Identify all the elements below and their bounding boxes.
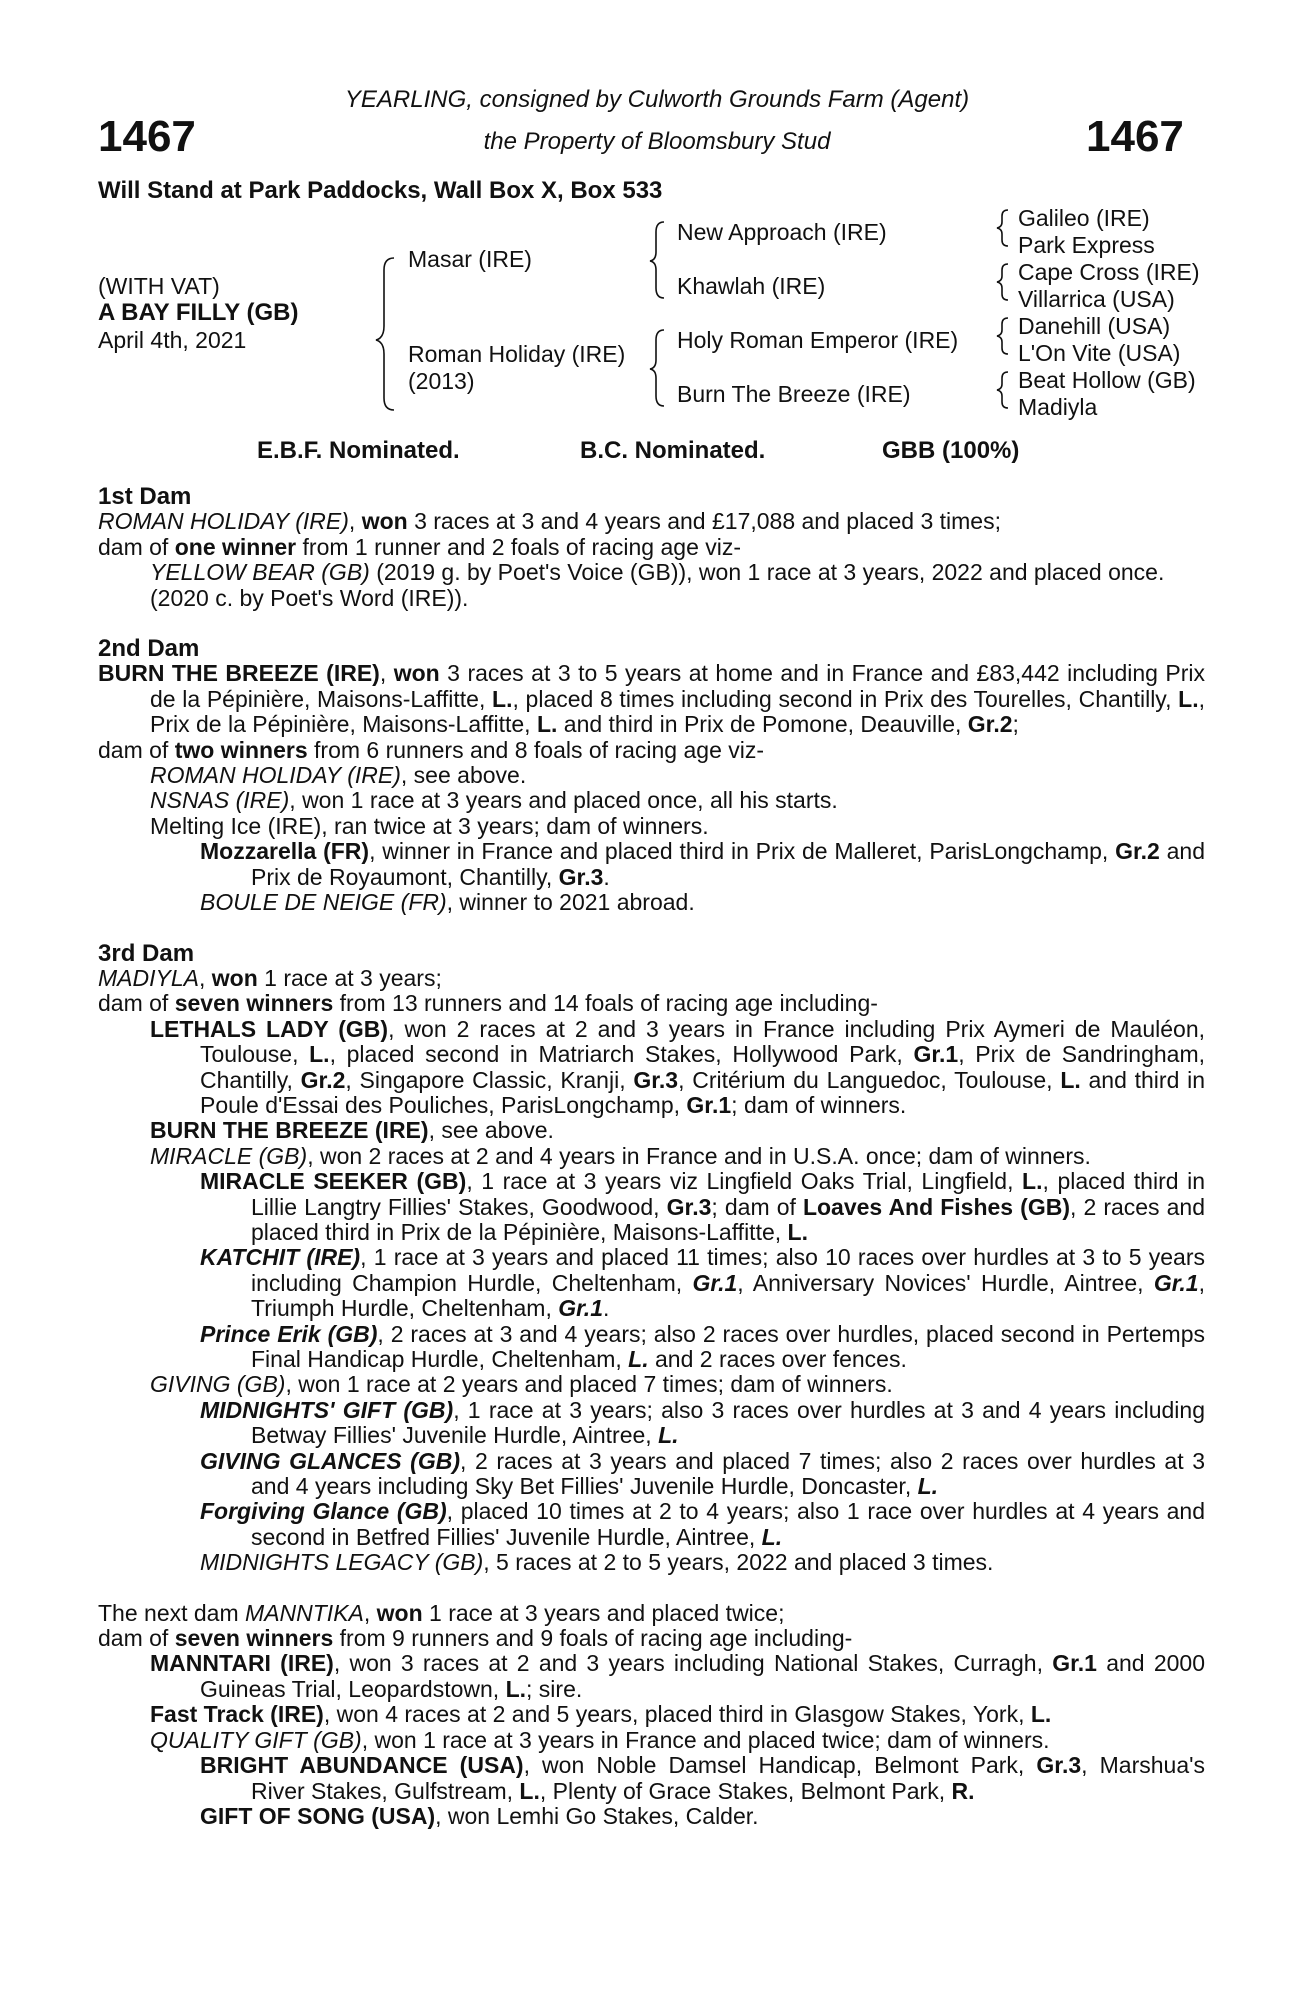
produce-entry: BOULE DE NEIGE (FR), winner to 2021 abroad. [200,889,695,916]
dam-dam: Burn The Breeze (IRE) [677,381,911,407]
gbb-status: GBB (100%) [882,437,1020,464]
next-dam-produce-summary: dam of seven winners from 9 runners and 9 foals of racing age including- [98,1625,853,1652]
consignor-line: YEARLING, consigned by Culworth Grounds Farm (Agent) [344,86,970,113]
produce-entry: MIDNIGHTS LEGACY (GB), 5 races at 2 to 5 years, 2022 and placed 3 times. [200,1549,994,1576]
property-line: the Property of Bloomsbury Stud [483,128,831,155]
produce-entry: LETHALS LADY (GB), won 2 races at 2 and 3 years in France including Prix Aymeri de Mauléon, Toulouse, L., placed second in Matriarch Stakes, Hollywood Park, Gr.1, Prix de Sandringham, Chantilly, Gr.2, Singapore Classic, Kranji, Gr.3, Critérium du Languedoc, Toulouse, L. and third in Poule d'Essai des Pouliches, ParisLongchamp, Gr.1; dam of winners. [150,1015,1206,1118]
section-heading-3rd-dam: 3rd Dam [98,939,195,967]
produce-entry: QUALITY GIFT (GB), won 1 race at 3 years in France and placed twice; dam of winners. [150,1726,1050,1753]
produce-entry: Forgiving Glance (GB), placed 10 times at 2 to 4 years; also 1 race over hurdles at 4 years and second in Betfred Fillies' Juvenile Hurdle, Aintree, L. [200,1498,1205,1550]
gg-4: Villarrica (USA) [1018,286,1175,312]
produce-entry: YELLOW BEAR (GB) (2019 g. by Poet's Voice (GB)), won 1 race at 3 years, 2022 and placed once. [150,559,1165,586]
produce-entry: Prince Erik (GB), 2 races at 3 and 4 years; also 2 races over hurdles, placed second in Pertemps Final Handicap Hurdle, Cheltenham, L. and 2 races over fences. [200,1320,1206,1372]
dam-record: ROMAN HOLIDAY (IRE), won 3 races at 3 and 4 years and £17,088 and placed 3 times; [98,508,1001,535]
foaling-date: April 4th, 2021 [98,327,247,353]
gg-3: Cape Cross (IRE) [1018,259,1200,285]
produce-entry: Mozzarella (FR), winner in France and placed third in Prix de Malleret, ParisLongchamp, Gr.2 and Prix de Royaumont, Chantilly, Gr.3. [200,838,1206,890]
gg-1: Galileo (IRE) [1018,205,1150,231]
produce-entry: GIFT OF SONG (USA), won Lemhi Go Stakes, Calder. [200,1802,759,1829]
section-heading-1st-dam: 1st Dam [98,483,192,510]
dam: Roman Holiday (IRE) [408,341,626,367]
produce-entry: BURN THE BREEZE (IRE), see above. [150,1117,554,1144]
second-dam-produce-summary: dam of two winners from 6 runners and 8 foals of racing age viz- [98,736,765,763]
stand-location: Will Stand at Park Paddocks, Wall Box X, Box 533 [98,177,663,204]
produce-entry: MIRACLE (GB), won 2 races at 2 and 4 years in France and in U.S.A. once; dam of winners. [150,1142,1091,1169]
gg-8: Madiyla [1018,394,1098,420]
produce-entry: MIDNIGHTS' GIFT (GB), 1 race at 3 years; also 3 races over hurdles at 3 and 4 years including Betway Fillies' Juvenile Hurdle, Aintree, L. [200,1396,1206,1449]
dam-produce-summary: dam of one winner from 1 runner and 2 foals of racing age viz- [98,533,742,560]
pedigree-braces [0,0,1314,460]
produce-entry: GIVING (GB), won 1 race at 2 years and placed 7 times; dam of winners. [150,1371,893,1398]
sire-sire: New Approach (IRE) [677,219,887,245]
produce-entry: (2020 c. by Poet's Word (IRE)). [150,584,469,611]
vat-note: (WITH VAT) [98,273,220,299]
section-heading-2nd-dam: 2nd Dam [98,635,200,663]
gg-7: Beat Hollow (GB) [1018,367,1196,393]
sire-dam: Khawlah (IRE) [677,273,826,299]
next-dam-record: The next dam MANNTIKA, won 1 race at 3 years and placed twice; [98,1599,785,1626]
produce-entry: Melting Ice (IRE), ran twice at 3 years; dam of winners. [150,812,709,839]
lot-number-right: 1467 [1086,112,1184,161]
produce-entry: BRIGHT ABUNDANCE (USA), won Noble Damsel Handicap, Belmont Park, Gr.3, Marshua's River Stakes, Gulfstream, L., Plenty of Grace Stakes, Belmont Park, R. [200,1752,1206,1804]
horse-name: A BAY FILLY (GB) [98,299,299,326]
produce-entry: NSNAS (IRE), won 1 race at 3 years and placed once, all his starts. [150,787,838,814]
ebf-nominated: E.B.F. Nominated. [257,437,460,464]
produce-entry: ROMAN HOLIDAY (IRE), see above. [150,762,527,789]
third-dam-record: MADIYLA, won 1 race at 3 years; [98,964,442,991]
produce-entry: KATCHIT (IRE), 1 race at 3 years and placed 11 times; also 10 races over hurdles at 3 to 5 years including Champion Hurdle, Cheltenham, Gr.1, Anniversary Novices' Hurdle, Aintree, Gr.1, Triumph Hurdle, Cheltenham, Gr.1. [200,1244,1205,1322]
lot-number-left: 1467 [98,112,196,161]
gg-5: Danehill (USA) [1018,313,1171,339]
third-dam-produce-summary: dam of seven winners from 13 runners and 14 foals of racing age including- [98,990,878,1017]
sire: Masar (IRE) [408,246,532,272]
second-dam-record: BURN THE BREEZE (IRE), won 3 races at 3 to 5 years at home and in France and £83,442 including Prix de la Pépinière, Maisons-Laffitte, L., placed 8 times including second in Prix des Tourelles, Chantilly, L., Prix de la Pépinière, Maisons-Laffitte, L. and third in Prix de Pomone, Deauville, Gr.2; [98,660,1206,738]
produce-entry: MANNTARI (IRE), won 3 races at 2 and 3 years including National Stakes, Curragh, Gr.1 and 2000 Guineas Trial, Leopardstown, L.; sire. [150,1650,1205,1702]
catalogue-body [98,484,1205,1829]
produce-entry: MIRACLE SEEKER (GB), 1 race at 3 years viz Lingfield Oaks Trial, Lingfield, L., placed third in Lillie Langtry Fillies' Stakes, Goodwood, Gr.3; dam of Loaves And Fishes (GB), 2 races and placed third in Prix de la Pépinière, Maisons-Laffitte, L. [200,1168,1206,1245]
gg-6: L'On Vite (USA) [1018,340,1181,366]
gg-2: Park Express [1018,232,1155,258]
bc-nominated: B.C. Nominated. [580,437,766,464]
dam-sire: Holy Roman Emperor (IRE) [677,327,959,353]
produce-entry: Fast Track (IRE), won 4 races at 2 and 5 years, placed third in Glasgow Stakes, York, L. [150,1701,1052,1728]
produce-entry: GIVING GLANCES (GB), 2 races at 3 years and placed 7 times; also 2 races over hurdles at 3 and 4 years including Sky Bet Fillies' Juvenile Hurdle, Doncaster, L. [200,1447,1205,1500]
dam-year: (2013) [408,368,475,394]
